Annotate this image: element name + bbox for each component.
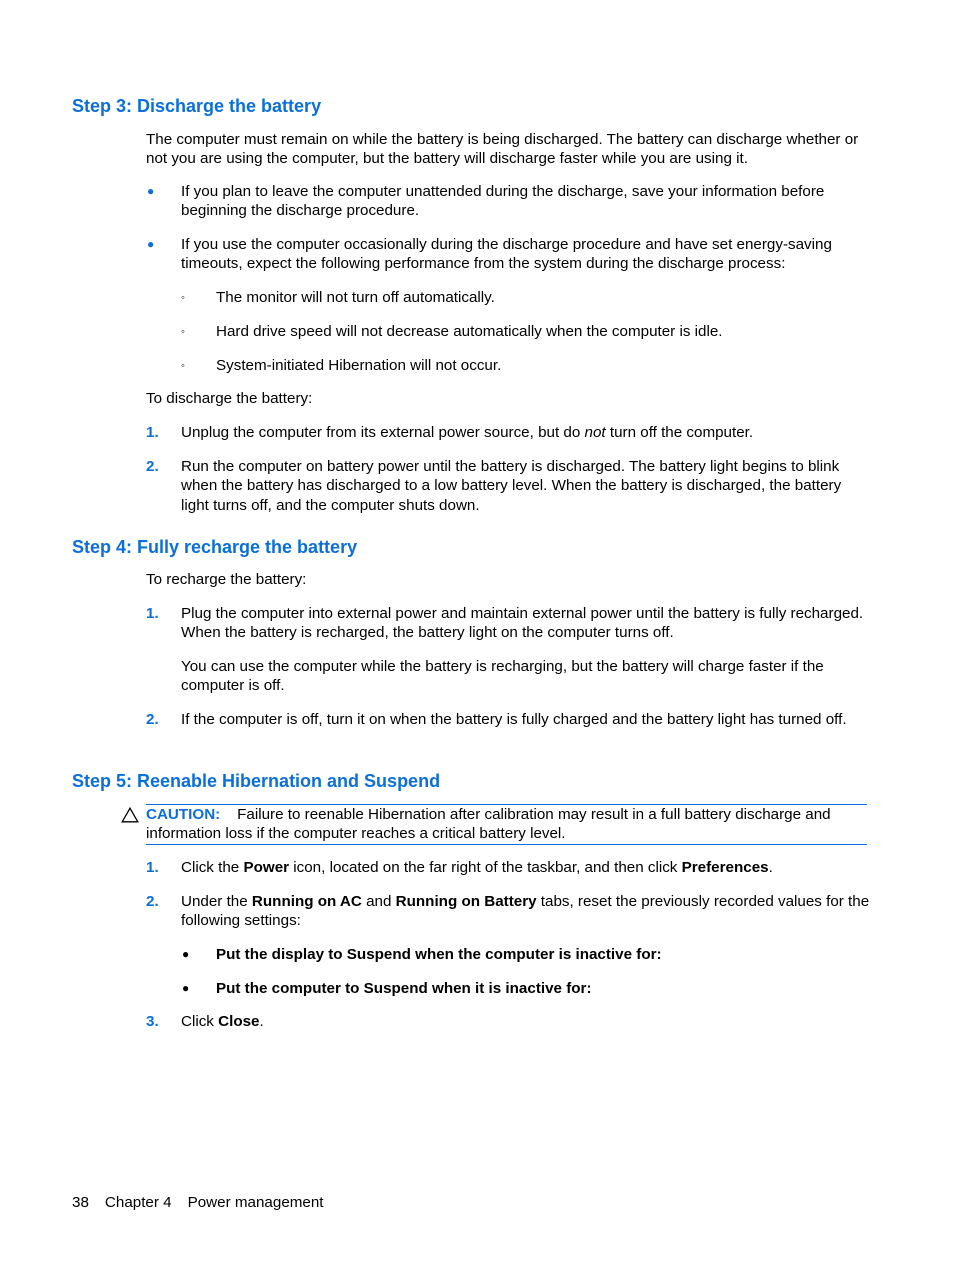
sub-bullet-text: Hard drive speed will not decrease automatically when the computer is idle. [216,323,723,340]
step-text: Click the Power icon, located on the far right of the taskbar, and then click Preferences. [181,859,773,876]
sub-bullet-marker: ◦ [181,360,185,372]
caution-text: Failure to reenable Hibernation after calibration may result in a full battery discharge and information loss if the computer reaches a critical battery level. [146,806,831,843]
sub-bullet-text: System-initiated Hibernation will not occur. [216,357,502,374]
chapter-title: Power management [187,1194,324,1211]
caution-bottom-rule [146,844,867,845]
step3-heading: Step 3: Discharge the battery [72,96,322,116]
step-number: 3. [146,1013,159,1030]
bullet-marker: ● [182,947,190,961]
setting-text: Put the display to Suspend when the computer is inactive for: [216,946,662,963]
step-number: 2. [146,711,159,728]
step-number: 1. [146,424,159,441]
procedure-intro: To discharge the battery: [146,390,313,407]
step-number: 1. [146,605,159,622]
bullet-text: If you use the computer occasionally during the discharge procedure and have set energy-saving timeouts, expect the following performance from the system during the discharge process: [181,236,832,273]
step-text: Run the computer on battery power until the battery is discharged. The battery light begins to blink when the battery has discharged to a low battery level. When the battery is discharged, the battery light turns off, and the computer shuts down. [181,458,842,514]
sub-bullet-text: The monitor will not turn off automatically. [216,289,495,306]
page-number: 38 [72,1194,89,1211]
procedure-intro: To recharge the battery: [146,571,307,588]
step-text: Click Close. [181,1013,264,1030]
bullet-marker: ● [147,184,155,198]
step-text: Plug the computer into external power and maintain external power until the battery is fully recharged. When the battery is recharged, the battery light on the computer turns off. [181,605,864,642]
step-text: If the computer is off, turn it on when the battery is fully charged and the battery light has turned off. [181,711,847,728]
caution-label: CAUTION: [146,806,221,823]
step-number: 2. [146,893,159,910]
step4-heading: Step 4: Fully recharge the battery [72,537,358,557]
bullet-text: If you plan to leave the computer unattended during the discharge, save your information before beginning the discharge procedure. [181,183,825,220]
caution-triangle-icon [121,807,139,823]
step5-heading: Step 5: Reenable Hibernation and Suspend [72,771,441,791]
sub-bullet-marker: ◦ [181,292,185,304]
step-number: 2. [146,458,159,475]
caution-note [146,805,870,844]
step-text: Under the Running on AC and Running on Battery tabs, reset the previously recorded values for the following settings: [181,893,870,930]
bullet-marker: ● [182,981,190,995]
step-text: Unplug the computer from its external power source, but do not turn off the computer. [181,424,754,441]
chapter-label: Chapter 4 [104,1194,172,1211]
bullet-marker: ● [147,237,155,251]
step-number: 1. [146,859,159,876]
setting-text: Put the computer to Suspend when it is inactive for: [216,980,592,997]
step3-intro: The computer must remain on while the battery is being discharged. The battery can discharge whether or not you are using the computer, but the battery will discharge faster while you are using it. [146,131,859,168]
emphasis-text: not [584,424,606,441]
page-footer [72,1193,340,1212]
step-note: You can use the computer while the battery is recharging, but the battery will charge faster if the computer is off. [181,658,824,695]
sub-bullet-marker: ◦ [181,326,185,338]
